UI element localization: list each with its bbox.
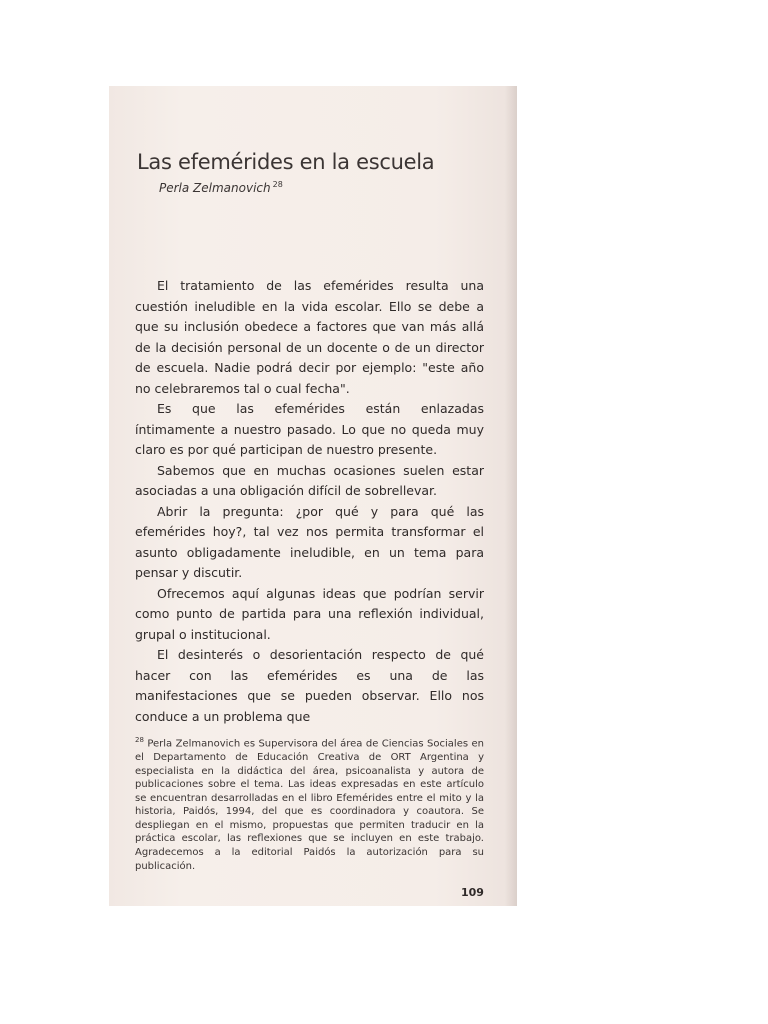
article-author	[159, 180, 283, 195]
book-page	[109, 86, 517, 906]
paragraph-3: Sabemos que en muchas ocasiones suelen estar asociadas a una obligación difícil de sobrellevar.	[135, 462, 484, 498]
footnote-number: 28	[135, 736, 144, 744]
paragraph-6: El desinterés o desorientación respecto de qué hacer con las efemérides es una de las manifestaciones que se pueden observar. Ello nos conduce a un problema que	[135, 647, 484, 724]
page-number: 109	[461, 886, 484, 899]
paragraph-1: El tratamiento de las efemérides resulta una cuestión ineludible en la vida escolar. Ello se debe a que su inclusión obedece a factores que van más allá de la decisión personal de un docente o de un director de escuela. Nadie podrá decir por ejemplo: "este año no celebraremos tal o cual fecha".	[135, 278, 484, 396]
author-name: Perla Zelmanovich	[159, 181, 271, 195]
author-footnote-mark: 28	[272, 180, 283, 189]
article-title: Las efemérides en la escuela	[137, 150, 435, 174]
footnote	[135, 734, 484, 873]
article-body	[135, 276, 484, 727]
paragraph-2: Es que las efemérides están enlazadas íntimamente a nuestro pasado. Lo que no queda muy claro es por qué participan de nuestro presente.	[135, 401, 484, 457]
footnote-text: Perla Zelmanovich es Supervisora del área de Ciencias Sociales en el Departamento de Educación Creativa de ORT Argentina y especialista en la didáctica del área, psicoanalista y autora de publicaciones sobre el tema. Las ideas expresadas en este artículo se encuentran desarrolladas en el libro Efemérides entre el mito y la historia, Paidós, 1994, del que es coordinadora y coautora. Se despliegan en el mismo, propuestas que permiten traducir en la práctica escolar, las reflexiones que se incluyen en este trabajo. Agradecemos a la editorial Paidós la autorización para su publicación.	[135, 738, 484, 872]
paragraph-4: Abrir la pregunta: ¿por qué y para qué las efemérides hoy?, tal vez nos permita transformar el asunto obligadamente ineludible, en un tema para pensar y discutir.	[135, 503, 484, 580]
paragraph-5: Ofrecemos aquí algunas ideas que podrían servir como punto de partida para una reflexión individual, grupal o institucional.	[135, 585, 484, 642]
